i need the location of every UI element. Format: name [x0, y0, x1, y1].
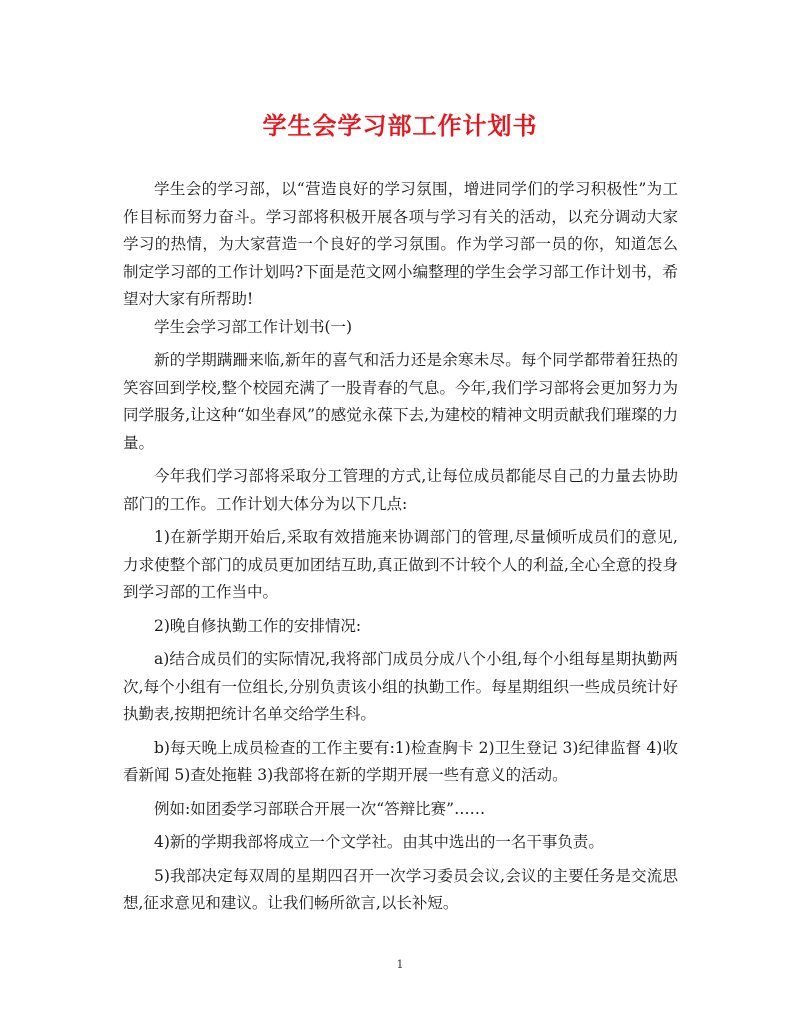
paragraph: 5)我部决定每双周的星期四召开一次学习委员会议,会议的主要任务是交流思想,征求意见和建议。让我们畅所欲言,以长补短。 [123, 866, 678, 912]
page-number: 1 [396, 958, 404, 971]
paragraph: 新的学期蹒跚来临,新年的喜气和活力还是余寒未尽。每个同学都带着狂热的笑容回到学校,整个校园充满了一股青春的气息。今年,我们学习部将会更加努力为同学服务,让这种“如坐春风”的感觉永葆下去,为建校的精神文明贡献我们璀璨的力量。 [123, 351, 678, 452]
section-heading: 学生会学习部工作计划书(一) [154, 317, 353, 336]
paragraph: b)每天晚上成员检查的工作主要有:1)检查胸卡 2)卫生登记 3)纪律监督 4)收看新闻 5)查处拖鞋 3)我部将在新的学期开展一些有意义的活动。 [123, 738, 678, 784]
paragraph: 今年我们学习部将采取分工管理的方式,让每位成员都能尽自己的力量去协助部门的工作。工作计划大体分为以下几点: [123, 467, 678, 513]
paragraph: a)结合成员们的实际情况,我将部门成员分成八个小组,每个小组每星期执勤两次,每个小组有一位组长,分别负责该小组的执勤工作。每星期组织一些成员统计好执勤表,按期把统计名单交给学生科。 [123, 650, 678, 723]
document-title: 学生会学习部工作计划书 [262, 111, 538, 140]
intro-paragraph: 学生会的学习部，以“营造良好的学习氛围，增进同学们的学习积极性”为工作目标而努力奋斗。学习部将积极开展各项与学习有关的活动，以充分调动大家学习的热情，为大家营造一个良好的学习氛围。作为学习部一员的你，知道怎么制定学习部的工作计划吗?下面是范文网小编整理的学生会学习部工作计划书，希望对大家有所帮助! [123, 180, 678, 308]
document-body [123, 176, 678, 924]
paragraph: 4)新的学期我部将成立一个文学社。由其中选出的一名干事负责。 [154, 833, 604, 851]
paragraph: 2)晚自修执勤工作的安排情况: [154, 616, 362, 635]
paragraph: 例如:如团委学习部联合开展一次“答辩比赛”…… [154, 799, 486, 818]
paragraph: 1)在新学期开始后,采取有效措施来协调部门的管理,尽量倾听成员们的意见,力求使整个部门的成员更加团结互助,真正做到不计较个人的利益,全心全意的投身到学习部的工作当中。 [123, 528, 678, 601]
